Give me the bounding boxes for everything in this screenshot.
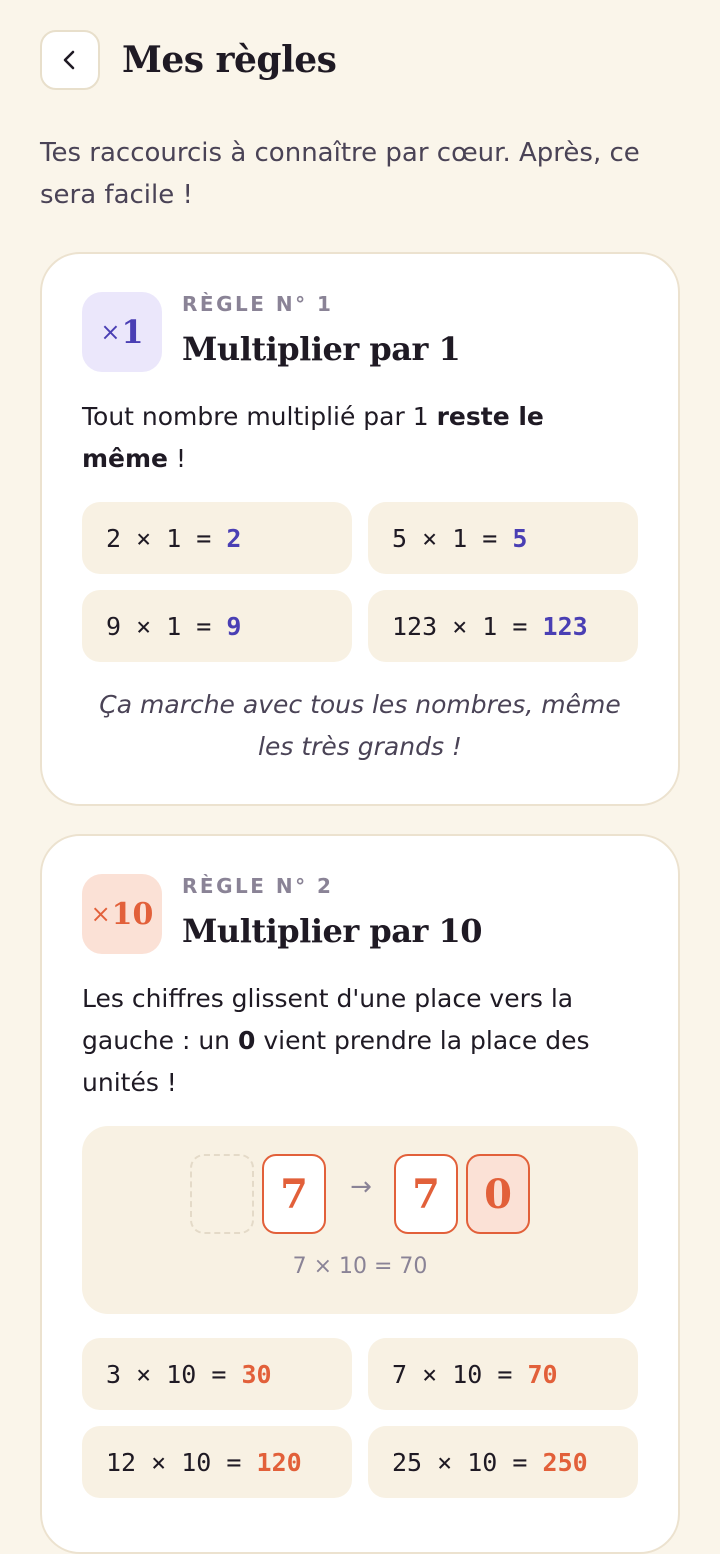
intro-text: Tes raccourcis à connaître par cœur. Après, ce sera facile ! <box>40 138 640 210</box>
example-result: 123 <box>542 611 588 641</box>
example-chip: 12 × 10 = 120 <box>82 1426 352 1498</box>
example-chip: 3 × 10 = 30 <box>82 1338 352 1410</box>
badge-times: × <box>100 318 121 346</box>
demo-equation: 7 × 10 = 70 <box>292 1254 428 1279</box>
rule-note: Ça marche avec tous les nombres, même les très grands ! <box>99 690 621 761</box>
back-button[interactable] <box>40 30 100 90</box>
shift-demo <box>82 1126 638 1314</box>
example-result: 30 <box>241 1359 272 1389</box>
rule-card-2 <box>40 834 680 1554</box>
example-result: 120 <box>256 1447 302 1477</box>
digit-box: 7 <box>262 1154 326 1234</box>
example-chip: 123 × 1 = 123 <box>368 590 638 662</box>
rule-description: Tout nombre multiplié par 1 reste le même ! <box>82 402 544 473</box>
example-result: 9 <box>226 611 242 641</box>
zero-digit-box: 0 <box>466 1154 530 1234</box>
header <box>40 28 336 92</box>
example-chip: 9 × 1 = 9 <box>82 590 352 662</box>
rule-number-label: RÈGLE N° 1 <box>182 292 334 316</box>
rule-badge-2 <box>82 874 162 954</box>
rule-badge-1 <box>82 292 162 372</box>
rule-number-label: RÈGLE N° 2 <box>182 874 334 898</box>
rule-description: Les chiffres glissent d'une place vers la gauche : un 0 vient prendre la place des unités ! <box>82 984 590 1097</box>
examples-grid <box>82 1338 638 1498</box>
example-result: 250 <box>542 1447 588 1477</box>
badge-number: 1 <box>121 313 144 351</box>
example-result: 2 <box>226 523 242 553</box>
rule-description-emphasis: 0 <box>237 1026 256 1055</box>
digit-box: 7 <box>394 1154 458 1234</box>
empty-digit-slot <box>190 1154 254 1234</box>
example-result: 70 <box>527 1359 558 1389</box>
badge-times: × <box>90 900 111 928</box>
rule-description-emphasis: reste le même <box>82 402 544 473</box>
example-result: 5 <box>512 523 528 553</box>
example-chip: 7 × 10 = 70 <box>368 1338 638 1410</box>
rule-card-1 <box>40 252 680 806</box>
example-chip: 5 × 1 = 5 <box>368 502 638 574</box>
chevron-left-icon <box>59 49 81 71</box>
page-title: Mes règles <box>122 39 337 81</box>
example-chip: 2 × 1 = 2 <box>82 502 352 574</box>
digit-row <box>82 1154 638 1234</box>
rule-title: Multiplier par 1 <box>182 330 461 368</box>
example-chip: 25 × 10 = 250 <box>368 1426 638 1498</box>
badge-number: 10 <box>111 896 154 932</box>
arrow-right-icon: → <box>350 1172 372 1202</box>
examples-grid <box>82 502 638 662</box>
rule-title: Multiplier par 10 <box>182 912 482 950</box>
